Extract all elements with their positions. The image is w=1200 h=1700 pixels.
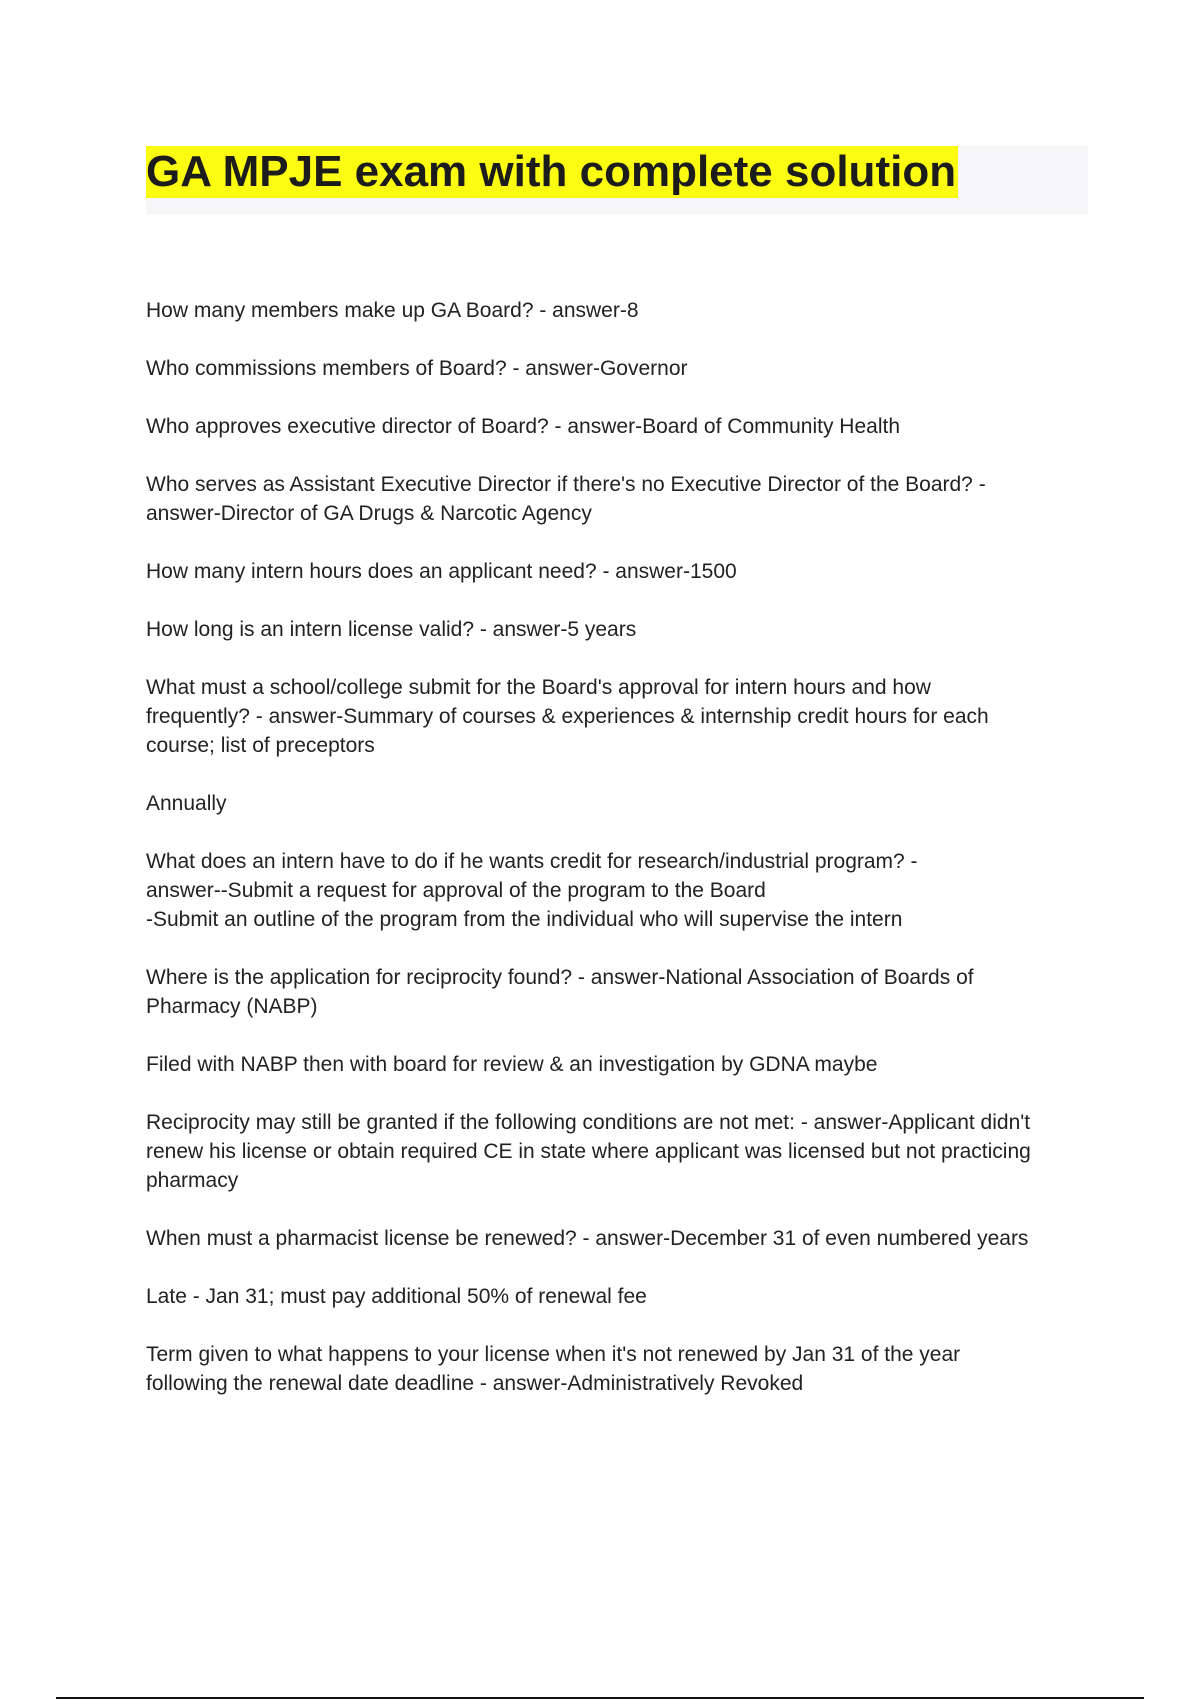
paragraph-line: pharmacy	[146, 1169, 239, 1192]
paragraph-line: -Submit an outline of the program from the individual who will supervise the intern	[146, 908, 903, 931]
paragraph-line: Who commissions members of Board? - answer-Governor	[146, 357, 688, 380]
qa-paragraph	[146, 1108, 1086, 1195]
paragraph-line: Late - Jan 31; must pay additional 50% of renewal fee	[146, 1285, 647, 1308]
footer-rule	[56, 1697, 1144, 1699]
paragraph-line: Where is the application for reciprocity found? - answer-National Association of Boards of	[146, 966, 974, 989]
paragraph-line: What does an intern have to do if he wants credit for research/industrial program? -	[146, 850, 918, 873]
qa-paragraph	[146, 1224, 1086, 1253]
paragraph-line: course; list of preceptors	[146, 734, 375, 757]
paragraph-line: answer--Submit a request for approval of the program to the Board	[146, 879, 766, 902]
paragraph-line: answer-Director of GA Drugs & Narcotic Agency	[146, 502, 592, 525]
paragraph-line: renew his license or obtain required CE in state where applicant was licensed but not practicing	[146, 1140, 1031, 1163]
paragraph-line: What must a school/college submit for the Board's approval for intern hours and how	[146, 676, 931, 699]
paragraph-line: Reciprocity may still be granted if the following conditions are not met: - answer-Applicant didn't	[146, 1111, 1031, 1134]
qa-paragraph	[146, 412, 1086, 441]
qa-list	[146, 296, 1086, 1427]
qa-paragraph	[146, 1282, 1086, 1311]
qa-paragraph	[146, 296, 1086, 325]
title-highlight: GA MPJE exam with complete solution	[146, 147, 957, 196]
qa-paragraph	[146, 963, 1086, 1021]
paragraph-line: How long is an intern license valid? - answer-5 years	[146, 618, 637, 641]
qa-paragraph	[146, 1340, 1086, 1398]
qa-paragraph	[146, 354, 1086, 383]
paragraph-line: following the renewal date deadline - answer-Administratively Revoked	[146, 1372, 804, 1395]
paragraph-line: Filed with NABP then with board for review & an investigation by GDNA maybe	[146, 1053, 878, 1076]
paragraph-line: How many intern hours does an applicant need? - answer-1500	[146, 560, 737, 583]
document-title	[146, 146, 958, 198]
qa-paragraph	[146, 470, 1086, 528]
qa-paragraph	[146, 847, 1086, 934]
paragraph-line: Who approves executive director of Board? - answer-Board of Community Health	[146, 415, 901, 438]
paragraph-line: frequently? - answer-Summary of courses & experiences & internship credit hours for each	[146, 705, 989, 728]
qa-paragraph	[146, 673, 1086, 760]
paragraph-line: Who serves as Assistant Executive Director if there's no Executive Director of the Board? -	[146, 473, 986, 496]
qa-paragraph	[146, 557, 1086, 586]
paragraph-line: Term given to what happens to your license when it's not renewed by Jan 31 of the year	[146, 1343, 961, 1366]
paragraph-line: How many members make up GA Board? - answer-8	[146, 299, 639, 322]
paragraph-line: When must a pharmacist license be renewed? - answer-December 31 of even numbered years	[146, 1227, 1029, 1250]
qa-paragraph	[146, 789, 1086, 818]
paragraph-line: Annually	[146, 792, 227, 815]
qa-paragraph	[146, 615, 1086, 644]
qa-paragraph	[146, 1050, 1086, 1079]
paragraph-line: Pharmacy (NABP)	[146, 995, 318, 1018]
